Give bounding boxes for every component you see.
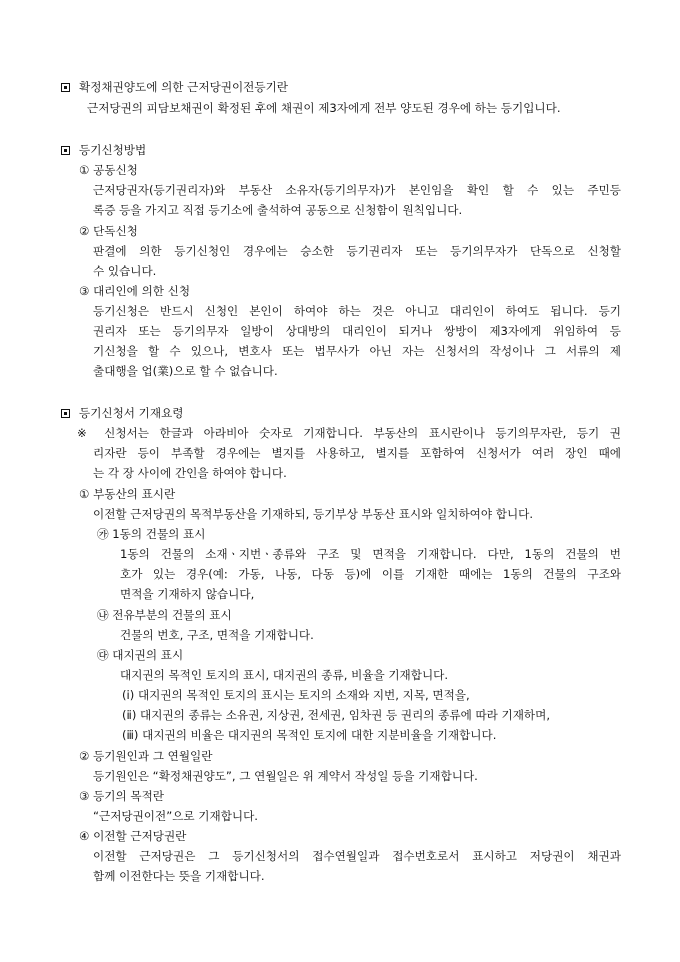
- field-4-text-line: 함께 이전한다는 뜻을 기재합니다.: [93, 869, 265, 883]
- method-1-text-line: 근저당권자(등기권리자)와 부동산 소유자(등기의무자)가 본인임을 확인 할 수 있는 주민등: [93, 183, 621, 197]
- field-4-title: ④ 이전할 근저당권란: [79, 829, 187, 843]
- section-1-heading: [61, 80, 288, 94]
- method-3-text-line: 권리자 또는 등기의무자 일방이 상대방의 대리인이 되거나 쌍방이 제3자에게 위임하여 등: [93, 324, 621, 338]
- sub-item-ga-text-line: 호가 있는 경우(예: 가동, 나동, 다동 등)에 이를 기재한 때에는 1동의 건물의 구조와: [120, 567, 621, 581]
- sub-item-da-detail-iii: (ⅲ) 대지권의 비율은 대지권의 목적인 토지에 대한 지분비율을 기재합니다.: [122, 728, 497, 742]
- square-bullet-icon: [61, 409, 70, 418]
- note-text-line: ※ 신청서는 한글과 아라비아 숫자로 기재합니다. 부동산의 표시란이나 등기의무자란, 등기 권: [77, 426, 621, 440]
- section-3-heading: [61, 406, 183, 420]
- field-3-title: ③ 등기의 목적란: [79, 789, 164, 803]
- sub-item-da-detail-i: (ⅰ) 대지권의 목적인 토지의 표시는 토지의 소재와 지번, 지목, 면적을,: [122, 688, 470, 702]
- field-4-text-line: 이전할 근저당권은 그 등기신청서의 접수연월일과 접수번호로서 표시하고 저당권이 채권과: [93, 849, 621, 863]
- section-1-title: 확정채권양도에 의한 근저당권이전등기란: [79, 80, 288, 94]
- sub-item-da-title: ㉰ 대지권의 표시: [97, 648, 184, 662]
- square-bullet-icon: [61, 83, 70, 92]
- section-2-heading: [61, 143, 146, 157]
- sub-item-na-text-line: 건물의 번호, 구조, 면적을 기재합니다.: [120, 628, 314, 642]
- field-1-title: ① 부동산의 표시란: [79, 487, 176, 501]
- square-bullet-icon: [61, 146, 70, 155]
- sub-item-na-title: ㉯ 전유부분의 건물의 표시: [97, 608, 232, 622]
- sub-item-da-detail-ii: (ⅱ) 대지권의 종류는 소유권, 지상권, 전세권, 임차권 등 권리의 종류에 따라 기재하며,: [122, 708, 551, 722]
- field-3-text-line: “근저당권이전”으로 기재합니다.: [93, 809, 258, 823]
- note-text-line: 는 각 장 사이에 간인을 하여야 합니다.: [93, 466, 287, 480]
- section-2-title: 등기신청방법: [79, 143, 147, 157]
- section-1-body: 근저당권의 피담보채권이 확정된 후에 채권이 제3자에게 전부 양도된 경우에 하는 등기입니다.: [87, 101, 561, 115]
- method-3-text-line: 출대행을 업(業)으로 할 수 없습니다.: [93, 364, 278, 378]
- method-1-title: ① 공동신청: [79, 163, 138, 177]
- field-1-text-line: 이전할 근저당권의 목적부동산을 기재하되, 등기부상 부동산 표시와 일치하여야 합니다.: [93, 507, 534, 521]
- sub-item-da-text-line: 대지권의 목적인 토지의 표시, 대지권의 종류, 비율을 기재합니다.: [120, 668, 449, 682]
- method-3-title: ③ 대리인에 의한 신청: [79, 284, 191, 298]
- method-2-text-line: 수 있습니다.: [93, 264, 157, 278]
- method-2-title: ② 단독신청: [79, 224, 138, 238]
- note-text-line: 리자란 등이 부족할 경우에는 별지를 사용하고, 별지를 포함하여 신청서가 여러 장인 때에: [93, 446, 621, 460]
- field-2-title: ② 등기원인과 그 연월일란: [79, 749, 213, 763]
- sub-item-ga-text-line: 1동의 건물의 소재ㆍ지번ㆍ종류와 구조 및 면적을 기재합니다. 다만, 1동의 건물의 번: [120, 547, 621, 561]
- sub-item-ga-title: ㉮ 1동의 건물의 표시: [97, 527, 206, 541]
- method-3-text-line: 등기신청은 반드시 신청인 본인이 하여야 하는 것은 아니고 대리인이 하여도 됩니다. 등기: [93, 304, 621, 318]
- section-3-title: 등기신청서 기재요령: [79, 406, 184, 420]
- field-2-text-line: 등기원인은 “확정채권양도”, 그 연월일은 위 계약서 작성일 등을 기재합니다.: [93, 769, 478, 783]
- sub-item-ga-text-line: 면적을 기재하지 않습니다,: [120, 587, 255, 601]
- method-1-text-line: 록증 등을 가지고 직접 등기소에 출석하여 공동으로 신청함이 원칙입니다.: [93, 203, 463, 217]
- method-3-text-line: 기신청을 할 수 있으나, 변호사 또는 법무사가 아닌 자는 신청서의 작성이나 그 서류의 제: [93, 344, 621, 358]
- method-2-text-line: 판결에 의한 등기신청인 경우에는 승소한 등기권리자 또는 등기의무자가 단독으로 신청할: [93, 244, 621, 258]
